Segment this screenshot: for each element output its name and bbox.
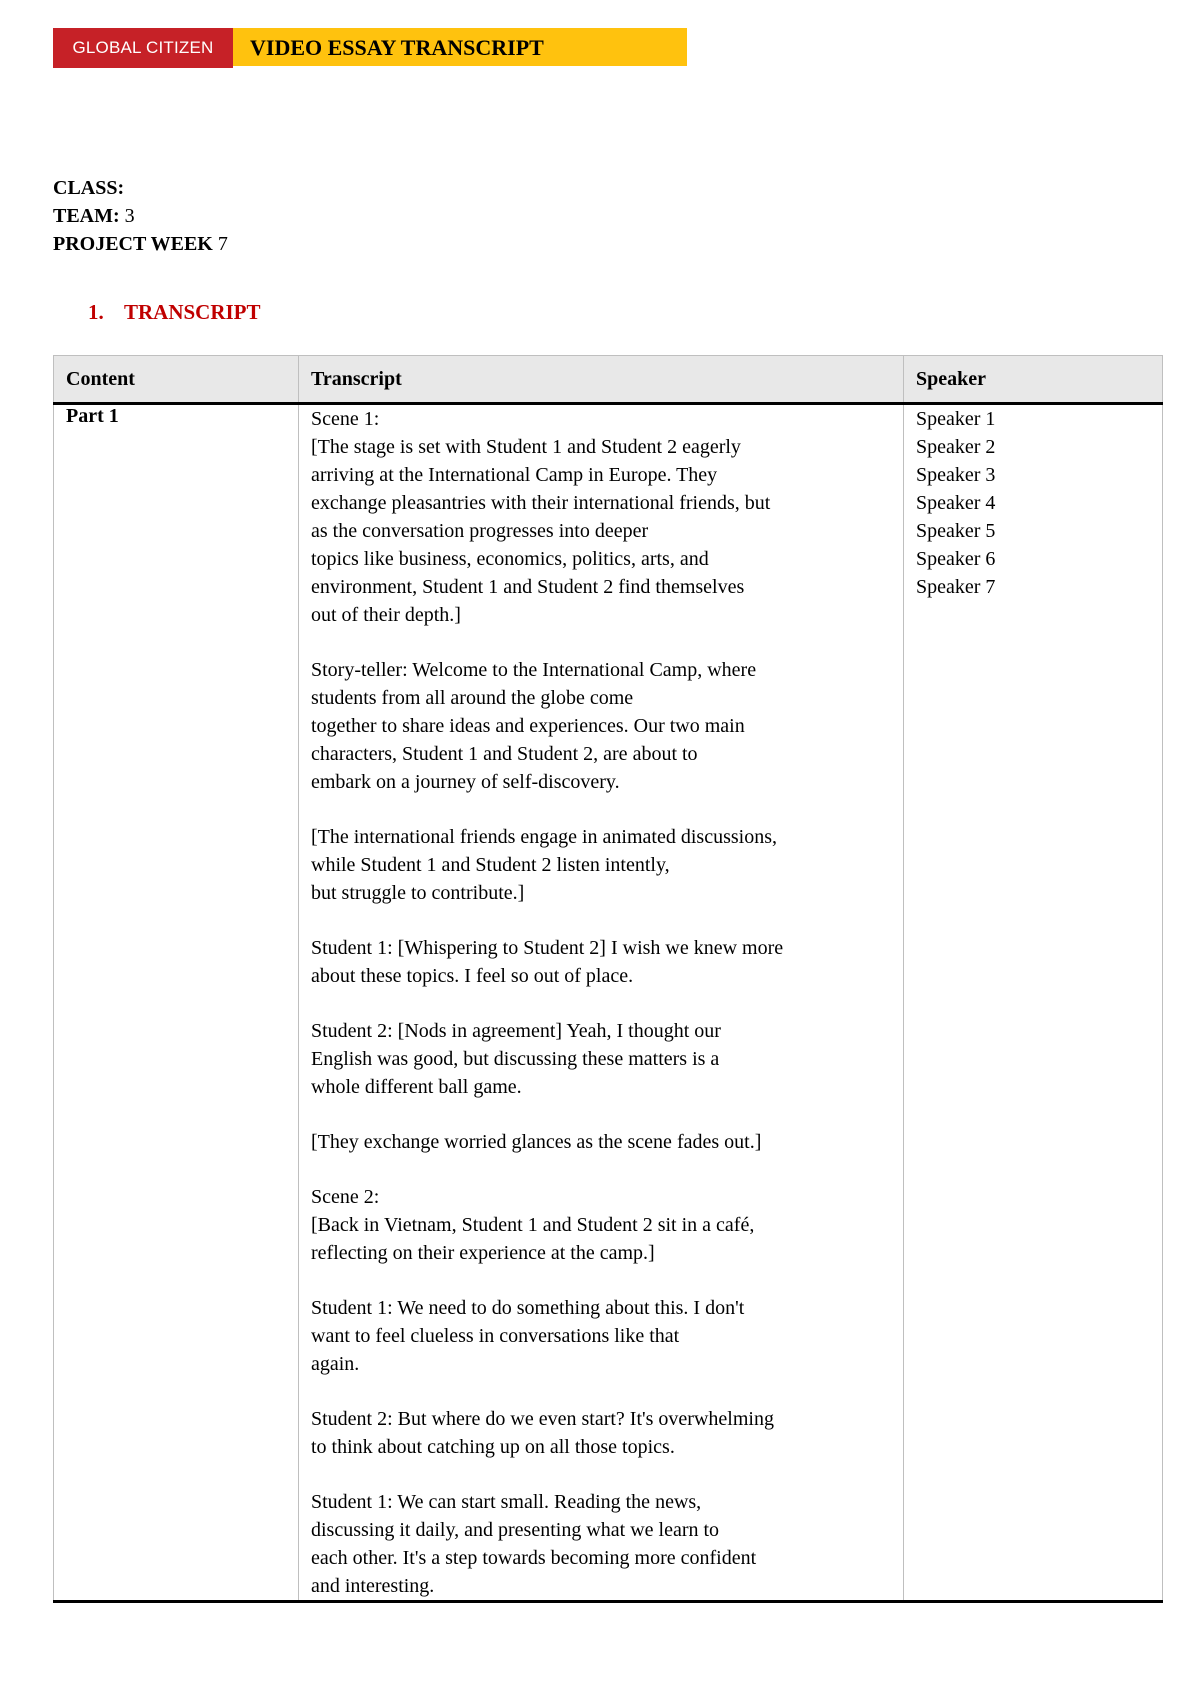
transcript-paragraph	[311, 656, 891, 796]
transcript-line: Student 1: We need to do something about this. I don't	[311, 1297, 745, 1319]
transcript-line: Scene 2:	[311, 1186, 380, 1208]
speaker-cell	[904, 404, 1163, 1602]
transcript-line: again.	[311, 1353, 360, 1375]
class-line	[53, 174, 228, 202]
content-cell: Part 1	[54, 404, 299, 1602]
transcript-line: together to share ideas and experiences. Our two main	[311, 715, 745, 737]
section-title: TRANSCRIPT	[124, 300, 261, 324]
speaker-item: Speaker 2	[916, 436, 996, 458]
transcript-line: exchange pleasantries with their international friends, but	[311, 492, 771, 514]
transcript-line: whole different ball game.	[311, 1076, 522, 1098]
brand-logo: GLOBAL CITIZEN	[53, 28, 233, 68]
transcript-line: out of their depth.]	[311, 604, 461, 626]
transcript-line: discussing it daily, and presenting what we learn to	[311, 1519, 720, 1541]
speaker-item: Speaker 6	[916, 548, 996, 570]
transcript-line: [The stage is set with Student 1 and Student 2 eagerly	[311, 436, 741, 458]
transcript-paragraph	[311, 1128, 891, 1156]
section-number: 1.	[88, 300, 104, 324]
transcript-paragraph	[311, 934, 891, 990]
speaker-item: Speaker 5	[916, 520, 996, 542]
transcript-line: Student 2: But where do we even start? It's overwhelming	[311, 1408, 774, 1430]
section-heading	[88, 300, 261, 325]
transcript-paragraph	[311, 1294, 891, 1378]
transcript-line: [The international friends engage in animated discussions,	[311, 826, 777, 848]
transcript-line: Scene 1:	[311, 408, 380, 430]
transcript-line: topics like business, economics, politics, arts, and	[311, 548, 709, 570]
transcript-line: as the conversation progresses into deeper	[311, 520, 649, 542]
team-value: 3	[124, 205, 135, 227]
transcript-paragraph	[311, 1405, 891, 1461]
speaker-item: Speaker 7	[916, 576, 996, 598]
transcript-line: English was good, but discussing these matters is a	[311, 1048, 720, 1070]
header-banner	[53, 28, 687, 66]
project-value: 7	[217, 233, 228, 255]
transcript-line: want to feel clueless in conversations like that	[311, 1325, 680, 1347]
transcript-line: and interesting.	[311, 1575, 435, 1597]
table-row	[54, 404, 1163, 1602]
transcript-line: reflecting on their experience at the camp.]	[311, 1242, 655, 1264]
transcript-line: students from all around the globe come	[311, 687, 634, 709]
transcript-line: arriving at the International Camp in Europe. They	[311, 464, 718, 486]
transcript-line: embark on a journey of self-discovery.	[311, 771, 620, 793]
speaker-item: Speaker 1	[916, 408, 996, 430]
transcript-line: [Back in Vietnam, Student 1 and Student 2 sit in a café,	[311, 1214, 755, 1236]
transcript-cell	[299, 404, 904, 1602]
transcript-paragraph	[311, 1183, 891, 1267]
column-header-speaker: Speaker	[904, 356, 1163, 404]
transcript-line: each other. It's a step towards becoming more confident	[311, 1547, 757, 1569]
transcript-table	[53, 355, 1163, 1603]
transcript-paragraph	[311, 405, 891, 629]
project-line	[53, 230, 228, 258]
transcript-line: [They exchange worried glances as the scene fades out.]	[311, 1131, 762, 1153]
document-meta	[53, 174, 228, 258]
transcript-line: Student 2: [Nods in agreement] Yeah, I thought our	[311, 1020, 721, 1042]
team-label: TEAM:	[53, 205, 120, 227]
column-header-content: Content	[54, 356, 299, 404]
transcript-paragraph	[311, 823, 891, 907]
transcript-line: Student 1: We can start small. Reading the news,	[311, 1491, 702, 1513]
transcript-line: characters, Student 1 and Student 2, are about to	[311, 743, 698, 765]
transcript-line: about these topics. I feel so out of place.	[311, 965, 634, 987]
transcript-line: to think about catching up on all those topics.	[311, 1436, 675, 1458]
transcript-line: Student 1: [Whispering to Student 2] I wish we knew more	[311, 937, 784, 959]
speaker-item: Speaker 4	[916, 492, 996, 514]
speaker-item: Speaker 3	[916, 464, 996, 486]
project-label: PROJECT WEEK	[53, 233, 213, 255]
transcript-paragraph	[311, 1488, 891, 1600]
transcript-paragraph	[311, 1017, 891, 1101]
class-label: CLASS:	[53, 177, 125, 199]
transcript-line: environment, Student 1 and Student 2 find themselves	[311, 576, 745, 598]
column-header-transcript: Transcript	[299, 356, 904, 404]
document-title: VIDEO ESSAY TRANSCRIPT	[233, 28, 687, 66]
team-line	[53, 202, 228, 230]
transcript-line: Story-teller: Welcome to the International Camp, where	[311, 659, 757, 681]
transcript-line: while Student 1 and Student 2 listen intently,	[311, 854, 670, 876]
transcript-line: but struggle to contribute.]	[311, 882, 525, 904]
table-header-row	[54, 356, 1163, 404]
